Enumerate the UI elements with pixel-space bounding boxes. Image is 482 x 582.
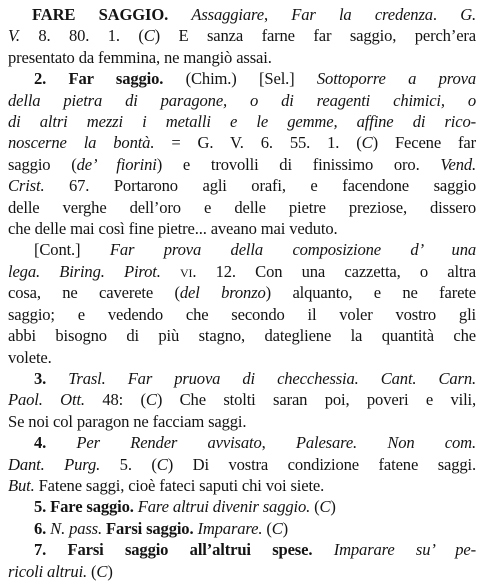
- text-run: ): [282, 518, 289, 538]
- text-line: [8, 218, 476, 239]
- text-run: ): [107, 561, 113, 581]
- dictionary-sense-e1: [8, 68, 476, 239]
- text-line: [8, 389, 476, 410]
- italic-text: C: [361, 133, 373, 153]
- text-line: [8, 368, 476, 389]
- text-line: [8, 475, 476, 496]
- italic-text: Palesare. Non com.: [295, 433, 476, 453]
- dictionary-sense-e0: [8, 4, 476, 68]
- italic-text: C: [143, 26, 155, 46]
- italic-text: ricoli altrui.: [8, 561, 88, 581]
- headword: Far saggio.: [68, 69, 164, 89]
- dictionary-sense-e5: [8, 496, 476, 517]
- text-line: [8, 347, 476, 368]
- italic-text: C: [271, 518, 283, 538]
- text-line: [8, 518, 476, 539]
- text-line: [8, 454, 476, 475]
- text-run: presentato da femmina, ne mangiò assai.: [8, 47, 272, 67]
- text-line: [8, 175, 476, 196]
- italic-text: di altri mezzi i metalli e le gemme, affine di rico-: [8, 112, 476, 132]
- text-run: cosa, ne caverete (: [8, 283, 180, 303]
- italic-text: Far prova della composizione d’ una: [109, 240, 476, 260]
- text-run: 5. (: [100, 454, 157, 474]
- text-run: che delle mai così fine pietre... aveano mai veduto.: [8, 219, 338, 239]
- text-run: delle verghe dell’oro e delle pietre preziose, dissero: [8, 197, 476, 217]
- text-line: [8, 197, 476, 218]
- italic-text: Crist.: [8, 176, 45, 196]
- text-run: ): [330, 497, 336, 517]
- text-line: [8, 68, 476, 89]
- dictionary-sense-e4: [8, 432, 476, 496]
- text-run: (Chim.) [Sel.]: [163, 69, 317, 89]
- text-run: .: [432, 5, 461, 24]
- text-line: [8, 261, 476, 282]
- text-line: [8, 325, 476, 346]
- text-run: ) Che stolti saran poi, poveri e vili,: [156, 390, 476, 410]
- text-line: [8, 539, 476, 560]
- headword: 4.: [34, 433, 77, 453]
- text-line: [8, 432, 476, 453]
- headword: Fare saggio.: [50, 497, 134, 517]
- text-run: ,: [263, 5, 292, 24]
- italic-text: del bronzo: [179, 283, 266, 303]
- italic-text: Trasl. Far pruova di checchessia. Cant. Carn.: [68, 368, 476, 388]
- headword: FARE SAGGIO.: [32, 5, 169, 24]
- italic-text: Dant. Purg.: [8, 454, 101, 474]
- italic-text: Vend.: [440, 154, 476, 174]
- text-run: ) E sanza farne far saggio, perch’era: [154, 26, 476, 46]
- text-run: ,: [261, 433, 296, 453]
- text-run: ) Di vostra condizione fatene saggi.: [167, 454, 476, 474]
- text-run: [161, 262, 180, 281]
- italic-text: C: [145, 390, 157, 410]
- text-line: [8, 561, 476, 582]
- italic-text: Per Render avvisato: [76, 433, 262, 453]
- italic-text: But.: [8, 475, 35, 495]
- text-line: [8, 132, 476, 153]
- italic-text: Imparare su’ pe-: [333, 540, 476, 560]
- italic-text: Fare altrui divenir saggio.: [137, 497, 311, 517]
- text-line: [8, 304, 476, 325]
- italic-text: V.: [8, 26, 20, 46]
- dictionary-sense-e7: [8, 539, 476, 582]
- text-run: [312, 540, 333, 559]
- text-run: saggio (: [8, 154, 77, 174]
- text-line: [8, 239, 476, 260]
- italic-text: della pietra di paragone, o di reagenti chimici, o: [8, 90, 476, 110]
- text-run: saggio; e vedendo che secondo il voler vostro gli: [8, 304, 476, 324]
- text-run: volete.: [8, 347, 52, 367]
- text-run: ) Fecene far: [372, 133, 476, 153]
- text-line: [8, 111, 476, 132]
- text-run: ) e trovolli di finissimo oro.: [156, 154, 441, 174]
- italic-text: Far la credenza: [291, 5, 433, 24]
- italic-text: Assaggiare: [191, 5, 264, 24]
- headword: 7.: [34, 540, 68, 560]
- text-line: [8, 90, 476, 111]
- text-run: [Cont.]: [34, 240, 110, 260]
- text-line: [8, 154, 476, 175]
- text-line: [8, 4, 476, 25]
- text-run: (: [310, 497, 320, 517]
- italic-text: noscerne la bontà.: [8, 133, 155, 153]
- text-run: (: [87, 561, 97, 581]
- text-line: [8, 496, 476, 517]
- text-line: [8, 47, 476, 68]
- text-run: abbi bisogno di più stagno, dategliene la quantità che: [8, 326, 476, 346]
- italic-text: de’ fiorini: [76, 154, 157, 174]
- headword: Farsi saggio all’altrui spese.: [67, 540, 313, 560]
- text-run: 8. 80. 1. (: [19, 26, 144, 46]
- italic-text: C: [319, 497, 331, 517]
- text-run: Se noi col paragon ne facciam saggi.: [8, 411, 247, 431]
- italic-text: Sottoporre a prova: [316, 69, 476, 89]
- italic-text: Imparare.: [197, 518, 263, 538]
- dictionary-sense-e2: [8, 239, 476, 367]
- text-line: [8, 282, 476, 303]
- italic-text: C: [156, 454, 168, 474]
- text-run: Fatene saggi, cioè fateci saputi chi voi siete.: [34, 475, 325, 495]
- text-run: vi: [180, 261, 193, 281]
- text-run: = G. V. 6. 55. 1. (: [154, 133, 362, 153]
- headword: 2.: [34, 69, 69, 89]
- text-run: 48: (: [84, 390, 146, 410]
- text-run: (: [262, 518, 272, 538]
- headword: 5.: [34, 497, 51, 517]
- headword: Farsi saggio.: [105, 518, 194, 538]
- text-line: [8, 25, 476, 46]
- dictionary-sense-e6: [8, 518, 476, 539]
- text-run: 67. Portarono agli orafi, e facendone saggio: [44, 176, 476, 196]
- text-run: . 12. Con una cazzetta, o altra: [192, 261, 476, 281]
- text-run: ) alquanto, e ne farete: [265, 283, 476, 303]
- italic-text: lega. Biring. Pirot.: [8, 261, 161, 281]
- text-line: [8, 411, 476, 432]
- headword: 3.: [34, 368, 69, 388]
- italic-text: G.: [460, 5, 476, 24]
- text-run: [168, 5, 191, 24]
- italic-text: N. pass.: [50, 518, 102, 538]
- headword: 6.: [34, 518, 51, 538]
- italic-text: Paol. Ott.: [8, 390, 85, 410]
- dictionary-sense-e3: [8, 368, 476, 432]
- italic-text: C: [96, 561, 108, 581]
